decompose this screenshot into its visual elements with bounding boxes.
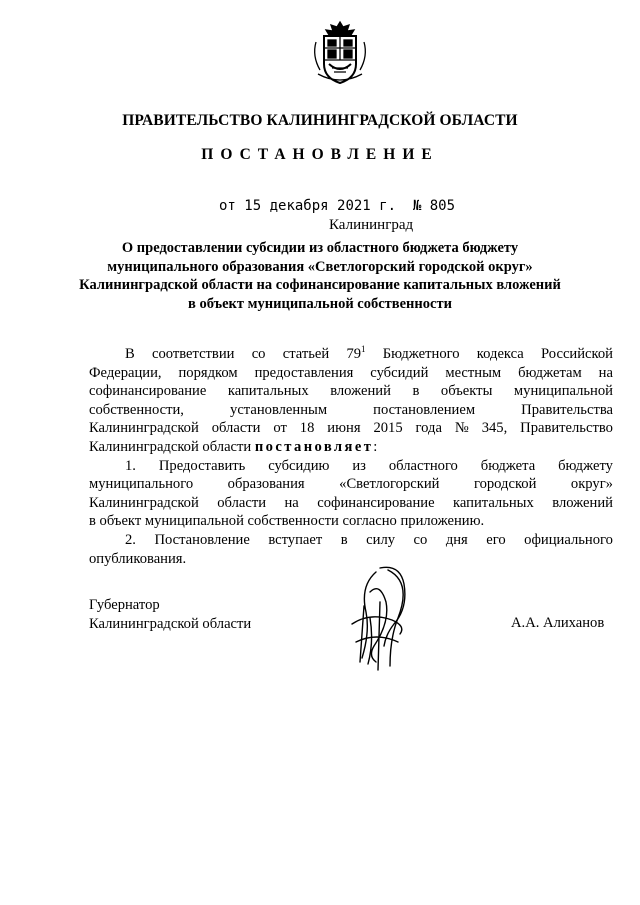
body-word: Предоставить (158, 457, 246, 474)
body-word: областного (388, 457, 458, 474)
body-word: бюджетам (518, 364, 582, 381)
body-word: местным (445, 364, 502, 381)
body-word: 2. (125, 531, 136, 548)
body-word: порядком (178, 364, 238, 381)
body-word: городской (473, 476, 537, 493)
document-subject (60, 239, 580, 313)
position-line: Калининградской области (89, 616, 252, 632)
body-word: Правительство (520, 420, 613, 437)
body-word: со (413, 531, 428, 548)
body-word: Бюджетного (382, 346, 460, 362)
body-word: В (125, 346, 135, 362)
article-number: $79^1$ (346, 344, 366, 362)
body-line (89, 531, 613, 550)
subject-line: муниципального образования «Светлогорский городской округ» (107, 258, 533, 275)
body-word: области (211, 420, 261, 437)
body-line (89, 345, 613, 364)
body-word: от (273, 420, 287, 437)
resolve-word: постановляет (254, 438, 374, 455)
subject-line: Калининградской области на софинансирование капитальных вложений (79, 277, 561, 293)
body-word: его (486, 531, 506, 548)
body-word: силу (366, 531, 396, 548)
position-line: Губернатор (89, 597, 160, 613)
body-word: субсидий (370, 364, 429, 381)
body-word: 18 (299, 420, 315, 437)
body-word: 345, (481, 420, 508, 437)
body-word: «Светлогорский (339, 476, 440, 493)
coat-of-arms-icon (310, 20, 370, 86)
body-word: вложений (330, 383, 391, 400)
document-body (89, 345, 613, 568)
number-sign: № (412, 198, 422, 214)
body-word: соответствии (151, 346, 235, 362)
body-word: софинансирование (89, 383, 207, 400)
date-prefix: от (219, 198, 236, 214)
subject-line: в объект муниципальной собственности (188, 295, 452, 312)
body-word: статьей (282, 346, 330, 362)
body-word: официального (524, 531, 613, 548)
body-word: со (251, 346, 266, 362)
body-word: июня (327, 420, 361, 437)
body-word: собственности, (89, 401, 184, 418)
document-number: 805 (429, 198, 456, 214)
body-word: в (340, 531, 348, 548)
government-title: ПРАВИТЕЛЬСТВО КАЛИНИНГРАДСКОЙ ОБЛАСТИ (122, 112, 518, 129)
body-word: 1. (125, 457, 136, 474)
body-word: муниципального (89, 476, 194, 493)
body-word: вложений (552, 494, 613, 511)
body-word: 2015 (373, 420, 403, 437)
body-word: области (217, 494, 267, 511)
body-word: постановлением (373, 401, 476, 418)
body-word: года (415, 420, 442, 437)
body-line (89, 475, 613, 494)
body-word: вступает (268, 531, 323, 548)
body-word: бюджета (480, 457, 536, 474)
body-line (89, 401, 613, 420)
handwritten-signature-icon (340, 562, 420, 674)
body-word: Российской (541, 346, 613, 362)
signatory-position (89, 596, 251, 634)
subject-line: О предоставлении субсидии из областного бюджета бюджету (121, 240, 519, 256)
body-word: муниципальной (513, 383, 613, 400)
body-word: капитальных (453, 494, 534, 511)
body-line (89, 419, 613, 438)
signatory-name: А.А. Алиханов (511, 615, 605, 631)
body-word: Постановление (154, 531, 250, 548)
body-word: объекты (440, 383, 493, 400)
document-type: ПОСТАНОВЛЕНИЕ (201, 146, 439, 163)
body-word: бюджету (558, 457, 613, 474)
city: Калининград (329, 217, 414, 233)
body-word: установленным (230, 401, 328, 418)
body-word: кодекса (476, 346, 524, 362)
body-word: Правительства (521, 401, 613, 418)
body-word: № (454, 420, 469, 437)
body-line (89, 457, 613, 476)
body-word: софинансирование (317, 494, 435, 511)
body-word: Федерации, (89, 364, 162, 381)
body-line (89, 364, 613, 383)
body-word: капитальных (227, 383, 309, 400)
body-line: в объект муниципальной собственности согласно приложению. (89, 513, 485, 530)
document-date: 15 декабря 2021 г. (244, 198, 397, 214)
body-line: опубликования. (89, 550, 187, 567)
body-word: из (352, 457, 366, 474)
body-word: на (598, 364, 613, 381)
body-word: субсидию (268, 457, 330, 474)
body-line (89, 494, 613, 513)
body-word: образования (227, 476, 305, 493)
body-word: Калининградской (89, 420, 199, 437)
body-line (89, 382, 613, 401)
body-word: дня (445, 531, 468, 548)
body-word: в (412, 383, 420, 400)
body-line: Калининградской области постановляет: (89, 438, 378, 455)
body-word: округ» (570, 476, 613, 493)
body-word: предоставления (254, 364, 354, 381)
date-number-line (219, 198, 455, 214)
body-word: Калининградской (89, 494, 199, 511)
body-word: на (284, 494, 299, 511)
